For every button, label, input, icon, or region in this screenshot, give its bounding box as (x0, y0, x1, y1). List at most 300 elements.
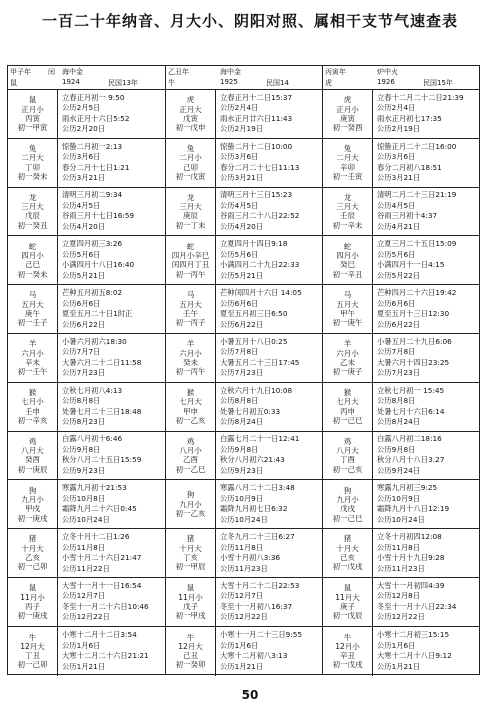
solar-term-line: 公历8月8日 (220, 396, 259, 406)
month-info-line: 五月大 (21, 299, 44, 309)
solar-term-line: 公历5月6日 (377, 249, 416, 259)
month-info-line: 丙申 (340, 406, 355, 416)
month-info-line: 11月小 (178, 592, 203, 602)
month-info (323, 480, 373, 528)
month-info (8, 383, 58, 431)
month-info-line: 六月小 (179, 348, 202, 358)
solar-term-line: 公历3月6日 (62, 152, 101, 162)
month-info-line: 四月小 (21, 250, 44, 260)
month-info-line: 猪 (186, 534, 195, 544)
solar-terms (216, 627, 322, 676)
solar-term-line: 公历2月20日 (62, 124, 106, 134)
month-row (166, 285, 322, 334)
solar-term-line: 公历1月21日 (377, 661, 421, 671)
year-header (166, 66, 322, 90)
month-info-line: 初一庚辰 (17, 464, 48, 474)
month-info-line: 九月小 (21, 494, 44, 504)
ganzhi-year: 丙寅年 (325, 68, 346, 76)
solar-term-line: 白露八月初十6:46 (62, 434, 123, 444)
solar-term-line: 小暑五月二十九日6:06 (377, 336, 452, 346)
solar-term-line: 谷雨三月二十八日22:52 (220, 211, 300, 221)
month-row (323, 236, 479, 285)
month-info-line: 鼠 (28, 583, 37, 593)
solar-terms (58, 236, 165, 284)
month-info (323, 90, 373, 138)
solar-terms (216, 432, 322, 480)
month-info (323, 236, 373, 284)
solar-term-line: 大暑五月二十三日17:45 (220, 357, 300, 367)
solar-term-line: 公历1月21日 (220, 661, 264, 671)
month-info-line: 二月小 (179, 153, 202, 163)
solar-term-line: 公历12月7日 (62, 591, 106, 601)
month-info-line: 三月大 (21, 202, 44, 212)
month-info-line: 庚午 (25, 309, 40, 319)
month-info-line: 七月大 (179, 397, 202, 407)
solar-term-line: 公历2月19日 (220, 124, 264, 134)
solar-term-line: 公历7月7日 (62, 347, 101, 357)
month-info-line: 羊 (186, 339, 195, 349)
solar-term-line: 雨水正月初七17:35 (377, 113, 442, 123)
solar-term-line: 公历6月22日 (377, 319, 421, 329)
month-info-line: 正月小 (336, 104, 359, 114)
month-info-line: 四月小辛巳 (171, 250, 210, 260)
month-info-line: 马 (343, 290, 352, 300)
solar-terms (58, 90, 165, 138)
month-row (323, 480, 479, 529)
month-info-line: 九月小 (336, 494, 359, 504)
month-info-line: 丁卯 (25, 162, 40, 172)
solar-term-line: 公历7月23日 (62, 368, 106, 378)
month-info-line: 初一戊寅 (175, 171, 206, 181)
month-row (8, 334, 165, 383)
month-info-line: 羊 (343, 339, 352, 349)
solar-term-line: 公历11月23日 (220, 563, 268, 573)
month-info (166, 90, 216, 138)
solar-term-line: 春分二月十七日1:21 (62, 162, 130, 172)
solar-term-line: 寒露九月初三9:25 (377, 483, 438, 493)
solar-term-line: 公历4月5日 (377, 200, 416, 210)
month-info (8, 285, 58, 333)
solar-term-line: 公历12月7日 (220, 591, 264, 601)
month-info-line: 癸酉 (25, 455, 40, 465)
solar-terms (216, 383, 322, 431)
month-info-line: 初一乙巳 (175, 464, 206, 474)
solar-terms (58, 139, 165, 187)
solar-terms (373, 578, 479, 626)
zodiac-animal: 虎 (325, 79, 332, 87)
solar-term-line: 小满四月十八日16:40 (62, 260, 135, 270)
month-info-line: 甲戌 (25, 504, 40, 514)
solar-terms (216, 139, 322, 187)
solar-term-line: 公历5月6日 (220, 249, 259, 259)
solar-term-line: 公历9月23日 (62, 465, 106, 475)
solar-term-line: 公历11月23日 (377, 563, 425, 573)
month-info (166, 529, 216, 577)
solar-term-line: 公历5月21日 (62, 270, 106, 280)
solar-term-line: 小雪十月二十六日21:47 (62, 553, 142, 563)
nayin-element: 炉中火 (377, 68, 398, 76)
month-info-line: 二月大 (336, 153, 359, 163)
month-info (323, 285, 373, 333)
month-info-line: 12月小 (335, 641, 360, 651)
month-info-line: 正月大 (179, 104, 202, 114)
solar-term-line: 立冬九月二十三日6:27 (220, 532, 295, 542)
solar-term-line: 公历6月22日 (220, 319, 264, 329)
month-info-line: 丁酉 (340, 455, 355, 465)
solar-term-line: 寒露八月二十二日3:48 (220, 483, 295, 493)
month-row (8, 627, 165, 676)
solar-term-line: 秋分八月二十五日15:59 (62, 455, 142, 465)
month-info-line: 戊戌 (340, 504, 355, 514)
month-row (8, 480, 165, 529)
month-info-line: 八月大 (21, 446, 44, 456)
month-row (166, 627, 322, 676)
month-info-line: 鼠 (186, 583, 195, 593)
month-info (166, 334, 216, 382)
solar-terms (373, 432, 479, 480)
month-info (323, 529, 373, 577)
solar-term-line: 公历8月23日 (62, 417, 106, 427)
month-info-line: 初一庚戌 (17, 611, 48, 621)
month-info-line: 猴 (343, 388, 352, 398)
month-info-line: 十月大 (336, 543, 359, 553)
month-info-line: 初一辛未 (332, 220, 363, 230)
month-info-line: 鼠 (343, 583, 352, 593)
solar-terms (216, 334, 322, 382)
month-info-line: 蛇 (343, 241, 352, 251)
zodiac-animal: 鼠 (10, 79, 17, 87)
year-column (165, 66, 322, 674)
solar-term-line: 夏至五月二十日1时正 (62, 309, 133, 319)
month-info-line: 初一己卯 (17, 562, 48, 572)
solar-terms (58, 432, 165, 480)
solar-term-line: 小暑五月十八日0:25 (220, 336, 288, 346)
month-info-line: 牛 (186, 632, 195, 642)
month-info-line: 兔 (343, 144, 352, 154)
month-info-line: 九月小 (179, 499, 202, 509)
month-info-line: 兔 (28, 144, 37, 154)
month-info-line: 初一己卯 (17, 660, 48, 670)
month-info-line: 鸡 (343, 436, 352, 446)
solar-term-line: 公历9月8日 (62, 444, 101, 454)
month-row (166, 139, 322, 188)
solar-term-line: 清明二月二十三日21:19 (377, 190, 457, 200)
month-info-line: 初一癸丑 (17, 220, 48, 230)
month-info-line: 戊子 (183, 601, 198, 611)
solar-term-line: 春分二月初八18:51 (377, 162, 442, 172)
month-info (8, 139, 58, 187)
solar-terms (58, 627, 165, 676)
month-row (166, 236, 322, 285)
month-row (8, 529, 165, 578)
minguo-year: 民国13年 (108, 79, 138, 87)
solar-term-line: 秋分八月十八日3:27 (377, 455, 445, 465)
solar-term-line: 公历7月8日 (220, 347, 259, 357)
solar-terms (216, 90, 322, 138)
month-info-line: 龙 (28, 192, 37, 202)
solar-term-line: 立冬十月十二日1:26 (62, 532, 130, 542)
solar-terms (216, 236, 322, 284)
solar-terms (373, 285, 479, 333)
solar-term-line: 大暑六月十四日23:25 (377, 357, 450, 367)
month-info-line: 龙 (343, 192, 352, 202)
solar-term-line: 公历3月6日 (377, 152, 416, 162)
solar-term-line: 寒露九月初十21:53 (62, 483, 127, 493)
month-info-line: 初一壬寅 (332, 171, 363, 181)
month-info-line: 初一庚午 (332, 318, 363, 328)
month-info-line: 初一丁未 (175, 220, 206, 230)
month-info-line: 初一甲寅 (17, 123, 48, 133)
solar-term-line: 大暑六月二十二日11:58 (62, 357, 142, 367)
solar-term-line: 小满四月十一日4:15 (377, 260, 445, 270)
month-info (8, 578, 58, 626)
month-info-line: 初一己巳 (332, 513, 363, 523)
solar-term-line: 公历7月23日 (220, 368, 264, 378)
month-row (8, 139, 165, 188)
month-row (166, 334, 322, 383)
solar-term-line: 公历12月22日 (62, 612, 110, 622)
month-info (323, 578, 373, 626)
month-info-line: 二月大 (21, 153, 44, 163)
month-info-line: 癸巳 (340, 260, 355, 270)
month-info-line: 乙未 (340, 357, 355, 367)
month-row (166, 188, 322, 237)
month-info-line: 蛇 (28, 241, 37, 251)
month-info-line: 初一庚子 (332, 367, 363, 377)
solar-term-line: 大寒十二月二十六日21:21 (62, 651, 149, 661)
month-info (166, 139, 216, 187)
month-info-line: 六月小 (21, 348, 44, 358)
solar-term-line: 大雪十一月初四4:39 (377, 580, 445, 590)
month-info-line: 八月小 (179, 446, 202, 456)
month-info-line: 初一己巳 (332, 415, 363, 425)
month-info-line: 初一甲辰 (175, 562, 206, 572)
solar-term-line: 公历5月22日 (377, 270, 421, 280)
solar-term-line: 公历1月6日 (62, 640, 101, 650)
solar-term-line: 公历9月23日 (220, 465, 264, 475)
year-header (8, 66, 165, 90)
solar-term-line: 公历1月6日 (377, 640, 416, 650)
month-info-line: 蛇 (186, 241, 195, 251)
solar-term-line: 雨水正月廿六日11:43 (220, 113, 293, 123)
month-info-line: 初一丙子 (175, 318, 206, 328)
month-info-line: 甲午 (340, 309, 355, 319)
solar-term-line: 春分二月二十七日11:13 (220, 162, 300, 172)
month-row (8, 285, 165, 334)
solar-term-line: 清明三月十三日15:23 (220, 190, 293, 200)
solar-term-line: 公历7月8日 (377, 347, 416, 357)
year-column (322, 66, 479, 674)
solar-term-line: 公历5月21日 (220, 270, 264, 280)
month-row (166, 90, 322, 139)
solar-term-line: 小寒十一月二十三日9:55 (220, 630, 303, 640)
solar-term-line: 公历9月8日 (377, 444, 416, 454)
solar-term-line: 秋分八月初六21:43 (220, 455, 285, 465)
month-info-line: 六月小 (336, 348, 359, 358)
month-info-line: 初一辛丑 (332, 269, 363, 279)
solar-term-line: 雨水正月十六日5:52 (62, 113, 130, 123)
almanac-table (7, 65, 480, 675)
solar-terms (373, 90, 479, 138)
month-info-line: 正月小 (21, 104, 44, 114)
month-info-line: 初一癸未 (17, 269, 48, 279)
month-row (8, 432, 165, 481)
solar-term-line: 小满四月二十九日22:33 (220, 260, 300, 270)
solar-term-line: 公历9月24日 (377, 465, 421, 475)
solar-terms (373, 480, 479, 528)
solar-term-line: 大寒十二月初八3:13 (220, 651, 288, 661)
month-info-line: 三月大 (336, 202, 359, 212)
month-info (166, 627, 216, 676)
month-info (166, 480, 216, 528)
solar-term-line: 立冬十月初四12:08 (377, 532, 442, 542)
solar-term-line: 小雪十月初八3:36 (220, 553, 281, 563)
solar-term-line: 立秋七月初八4:13 (62, 385, 123, 395)
month-info-line: 五月大 (336, 299, 359, 309)
month-info-line: 初一癸卯 (175, 660, 206, 670)
solar-term-line: 夏至五月初三日6:50 (220, 309, 288, 319)
solar-terms (373, 139, 479, 187)
month-info-line: 鸡 (28, 436, 37, 446)
solar-term-line: 公历8月24日 (377, 417, 421, 427)
month-row (323, 578, 479, 627)
month-row (323, 139, 479, 188)
month-info-line: 闰四月丁丑 (171, 260, 210, 270)
solar-term-line: 公历10月8日 (62, 493, 106, 503)
solar-term-line: 公历5月6日 (62, 249, 101, 259)
solar-term-line: 公历10月24日 (220, 514, 268, 524)
solar-term-line: 立春正月初一 9:50 (62, 92, 125, 102)
solar-terms (216, 285, 322, 333)
solar-terms (216, 480, 322, 528)
solar-term-line: 公历10月9日 (220, 493, 264, 503)
month-info-line: 乙亥 (25, 553, 40, 563)
month-info-line: 庚子 (340, 601, 355, 611)
month-info (323, 188, 373, 236)
month-info-line: 初一己亥 (332, 464, 363, 474)
solar-term-line: 小寒十二月十二日3:54 (62, 630, 137, 640)
month-row (166, 383, 322, 432)
solar-term-line: 处暑七月十六日6:14 (377, 406, 445, 416)
month-row (8, 90, 165, 139)
solar-term-line: 清明三月初二9:34 (62, 190, 123, 200)
solar-terms (58, 480, 165, 528)
solar-terms (373, 334, 479, 382)
month-info-line: 羊 (28, 339, 37, 349)
month-info-line: 猪 (343, 534, 352, 544)
month-info (8, 334, 58, 382)
month-info-line: 12月大 (20, 641, 45, 651)
minguo-year: 民国14 (266, 79, 289, 87)
month-info-line: 初一庚戌 (17, 513, 48, 523)
month-row (166, 480, 322, 529)
month-info-line: 初一丙午 (175, 367, 206, 377)
solar-term-line: 公历9月8日 (220, 444, 259, 454)
month-row (323, 383, 479, 432)
solar-term-line: 大雪十月二十二日22:53 (220, 580, 300, 590)
solar-term-line: 惊蛰二月十二日10:00 (220, 141, 293, 151)
month-info-line: 龙 (186, 192, 195, 202)
solar-term-line: 霜降九月十八日12:19 (377, 504, 450, 514)
month-info (166, 236, 216, 284)
solar-term-line: 处暑七月初五0:33 (220, 406, 281, 416)
month-info (323, 627, 373, 676)
solar-terms (373, 627, 479, 676)
solar-term-line: 公历3月21日 (62, 173, 106, 183)
solar-terms (58, 578, 165, 626)
month-info-line: 己丑 (183, 651, 198, 661)
solar-term-line: 冬至十一月初八16:37 (220, 601, 293, 611)
solar-term-line: 惊蛰二月初一2:13 (62, 141, 123, 151)
month-info-line: 狗 (343, 485, 352, 495)
ganzhi-year: 乙丑年 (168, 68, 189, 76)
month-info-line: 鼠 (28, 95, 37, 105)
month-info-line: 初一戊戌 (332, 562, 363, 572)
month-info (166, 188, 216, 236)
solar-term-line: 立春正月十二日15:37 (220, 92, 293, 102)
month-info-line: 五月大 (179, 299, 202, 309)
month-info (166, 432, 216, 480)
month-info-line: 11月小 (20, 592, 45, 602)
solar-term-line: 夏至五月十三日12:30 (377, 309, 450, 319)
month-row (166, 529, 322, 578)
solar-term-line: 冬至十一月十八日22:34 (377, 601, 457, 611)
month-row (166, 432, 322, 481)
gregorian-year: 1926 (377, 78, 395, 86)
month-info (323, 432, 373, 480)
zodiac-animal: 牛 (168, 79, 175, 87)
solar-terms (58, 188, 165, 236)
month-info-line: 乙酉 (183, 455, 198, 465)
month-info (323, 334, 373, 382)
page-number: 50 (241, 688, 259, 702)
month-info-line: 己巳 (25, 260, 40, 270)
solar-term-line: 公历2月5日 (62, 103, 101, 113)
gregorian-year: 1924 (62, 78, 80, 86)
month-info-line: 丁丑 (25, 651, 40, 661)
solar-term-line: 公历8月8日 (377, 396, 416, 406)
month-info-line: 戊寅 (183, 113, 198, 123)
month-info-line: 牛 (28, 632, 37, 642)
solar-term-line: 霜降九月二十六日0:45 (62, 504, 137, 514)
month-info-line: 虎 (343, 95, 352, 105)
month-info-line: 丁亥 (183, 553, 198, 563)
month-info-line: 初一癸未 (17, 171, 48, 181)
month-info-line: 狗 (28, 485, 37, 495)
month-info-line: 四月小 (336, 250, 359, 260)
solar-terms (373, 236, 479, 284)
month-info-line: 鸡 (186, 436, 195, 446)
solar-terms (216, 188, 322, 236)
solar-term-line: 芒种五月初五8:02 (62, 288, 123, 298)
solar-term-line: 处暑七月二十三日18:48 (62, 406, 142, 416)
month-info-line: 马 (28, 290, 37, 300)
month-info-line: 庚辰 (183, 211, 198, 221)
solar-term-line: 谷雨三月十七日16:59 (62, 211, 135, 221)
month-info-line: 七月大 (336, 397, 359, 407)
solar-term-line: 公历3月6日 (220, 152, 259, 162)
month-info-line: 己亥 (340, 553, 355, 563)
month-info-line: 己卯 (183, 162, 198, 172)
solar-term-line: 公历12月8日 (377, 591, 421, 601)
year-header (323, 66, 479, 90)
month-info-line: 初一壬子 (17, 318, 48, 328)
solar-term-line: 立秋七月初一 15:45 (377, 385, 445, 395)
month-info-line: 狗 (186, 490, 195, 500)
month-info-line: 虎 (186, 95, 195, 105)
solar-term-line: 公历4月5日 (220, 200, 259, 210)
month-info-line: 初一辛亥 (17, 415, 48, 425)
